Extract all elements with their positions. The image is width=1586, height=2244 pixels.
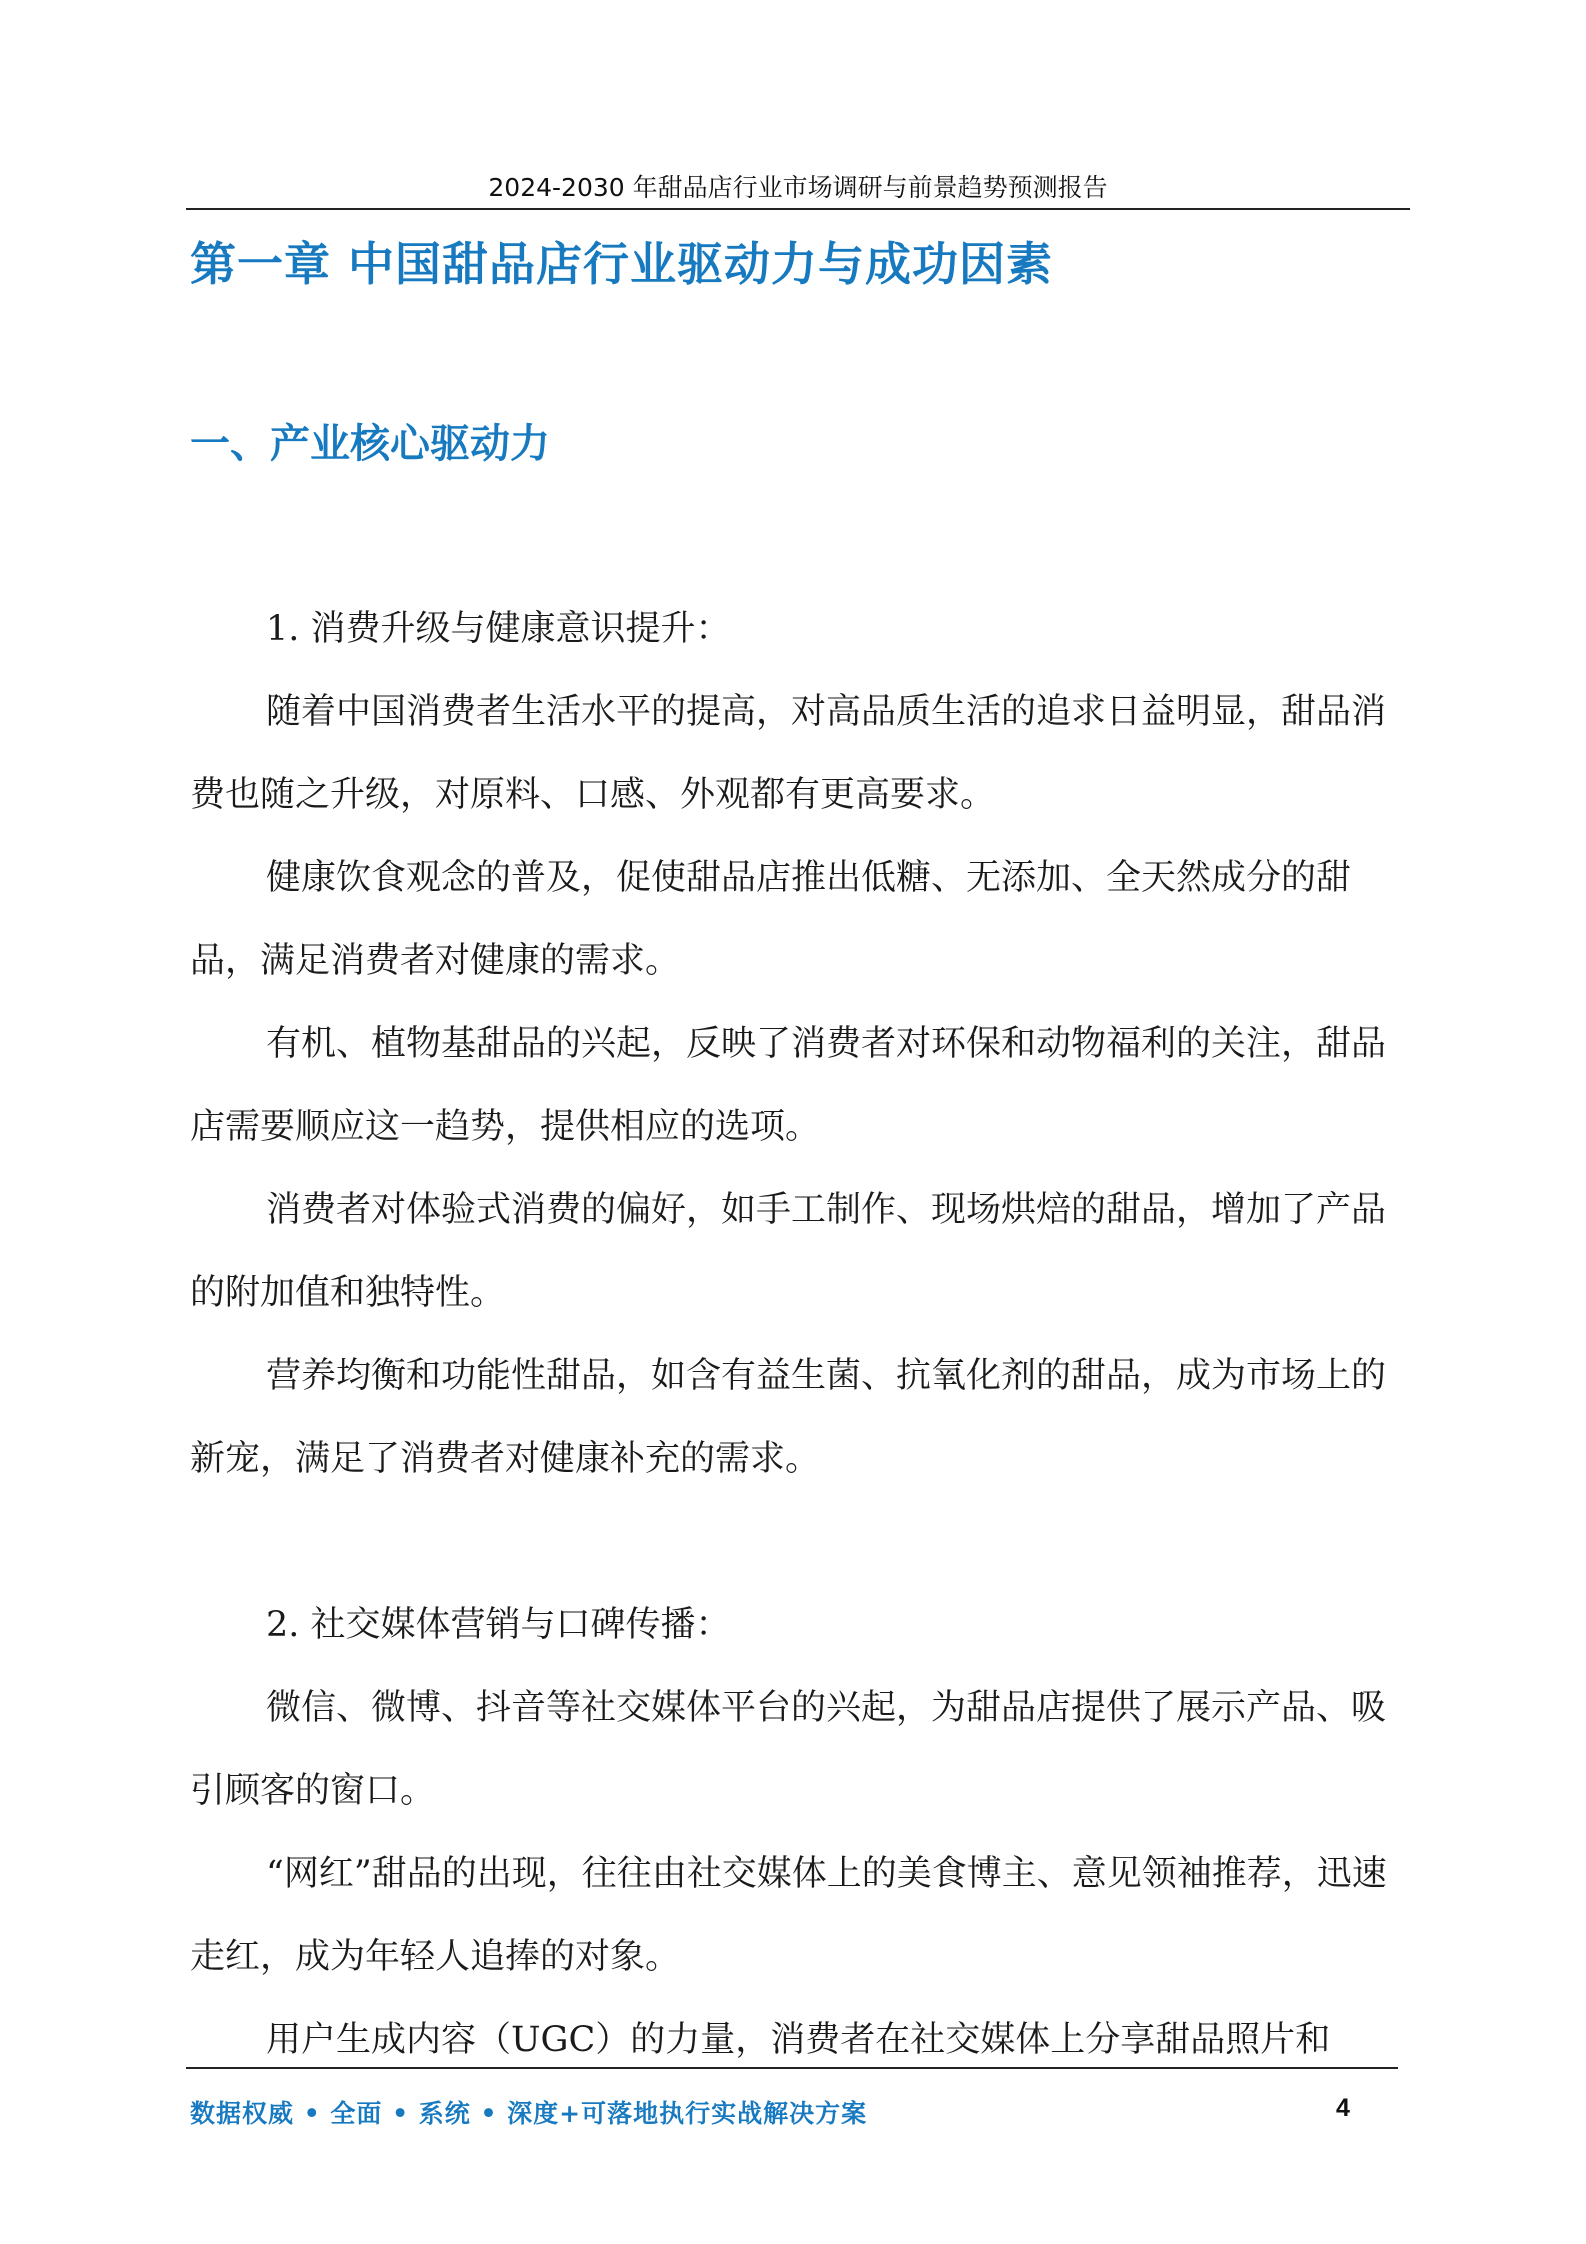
running-header: 2024-2030 年甜品店行业市场调研与前景趋势预测报告 [488,173,1108,202]
item-heading: 1. 消费升级与健康意识提升： [266,609,731,649]
paragraph: 健康饮食观念的普及，促使甜品店推出低糖、无添加、全天然成分的甜品，满足消费者对健康的需求。 [190,858,1352,981]
paragraph: 消费者对体验式消费的偏好，如手工制作、现场烘焙的甜品，增加了产品的附加值和独特性。 [190,1190,1387,1313]
item-heading: 2. 社交媒体营销与口碑传播： [266,1605,731,1645]
section-title: 一、产业核心驱动力 [190,421,550,467]
item-spacer [190,1501,1390,1584]
page-number: 4 [1336,2094,1350,2122]
paragraph: 营养均衡和功能性甜品，如含有益生菌、抗氧化剂的甜品，成为市场上的新宠，满足了消费者对健康补充的需求。 [190,1356,1387,1479]
paragraph: 有机、植物基甜品的兴起，反映了消费者对环保和动物福利的关注，甜品店需要顺应这一趋势，提供相应的选项。 [190,1024,1387,1147]
footer-slogan: 数据权威 • 全面 • 系统 • 深度+可落地执行实战解决方案 [190,2099,868,2128]
paragraph: “网红”甜品的出现，往往由社交媒体上的美食博主、意见领袖推荐，迅速走红，成为年轻人追捧的对象。 [190,1854,1387,1977]
paragraph: 用户生成内容（UGC）的力量，消费者在社交媒体上分享甜品照片和 [266,2020,1331,2060]
footer-divider [186,2067,1398,2069]
paragraph: 微信、微博、抖音等社交媒体平台的兴起，为甜品店提供了展示产品、吸引顾客的窗口。 [190,1688,1387,1811]
chapter-title: 第一章 中国甜品店行业驱动力与成功因素 [190,237,1054,291]
header-divider [186,208,1410,210]
body-text [190,588,1390,2082]
paragraph: 随着中国消费者生活水平的提高，对高品质生活的追求日益明显，甜品消费也随之升级，对原料、口感、外观都有更高要求。 [190,692,1387,815]
